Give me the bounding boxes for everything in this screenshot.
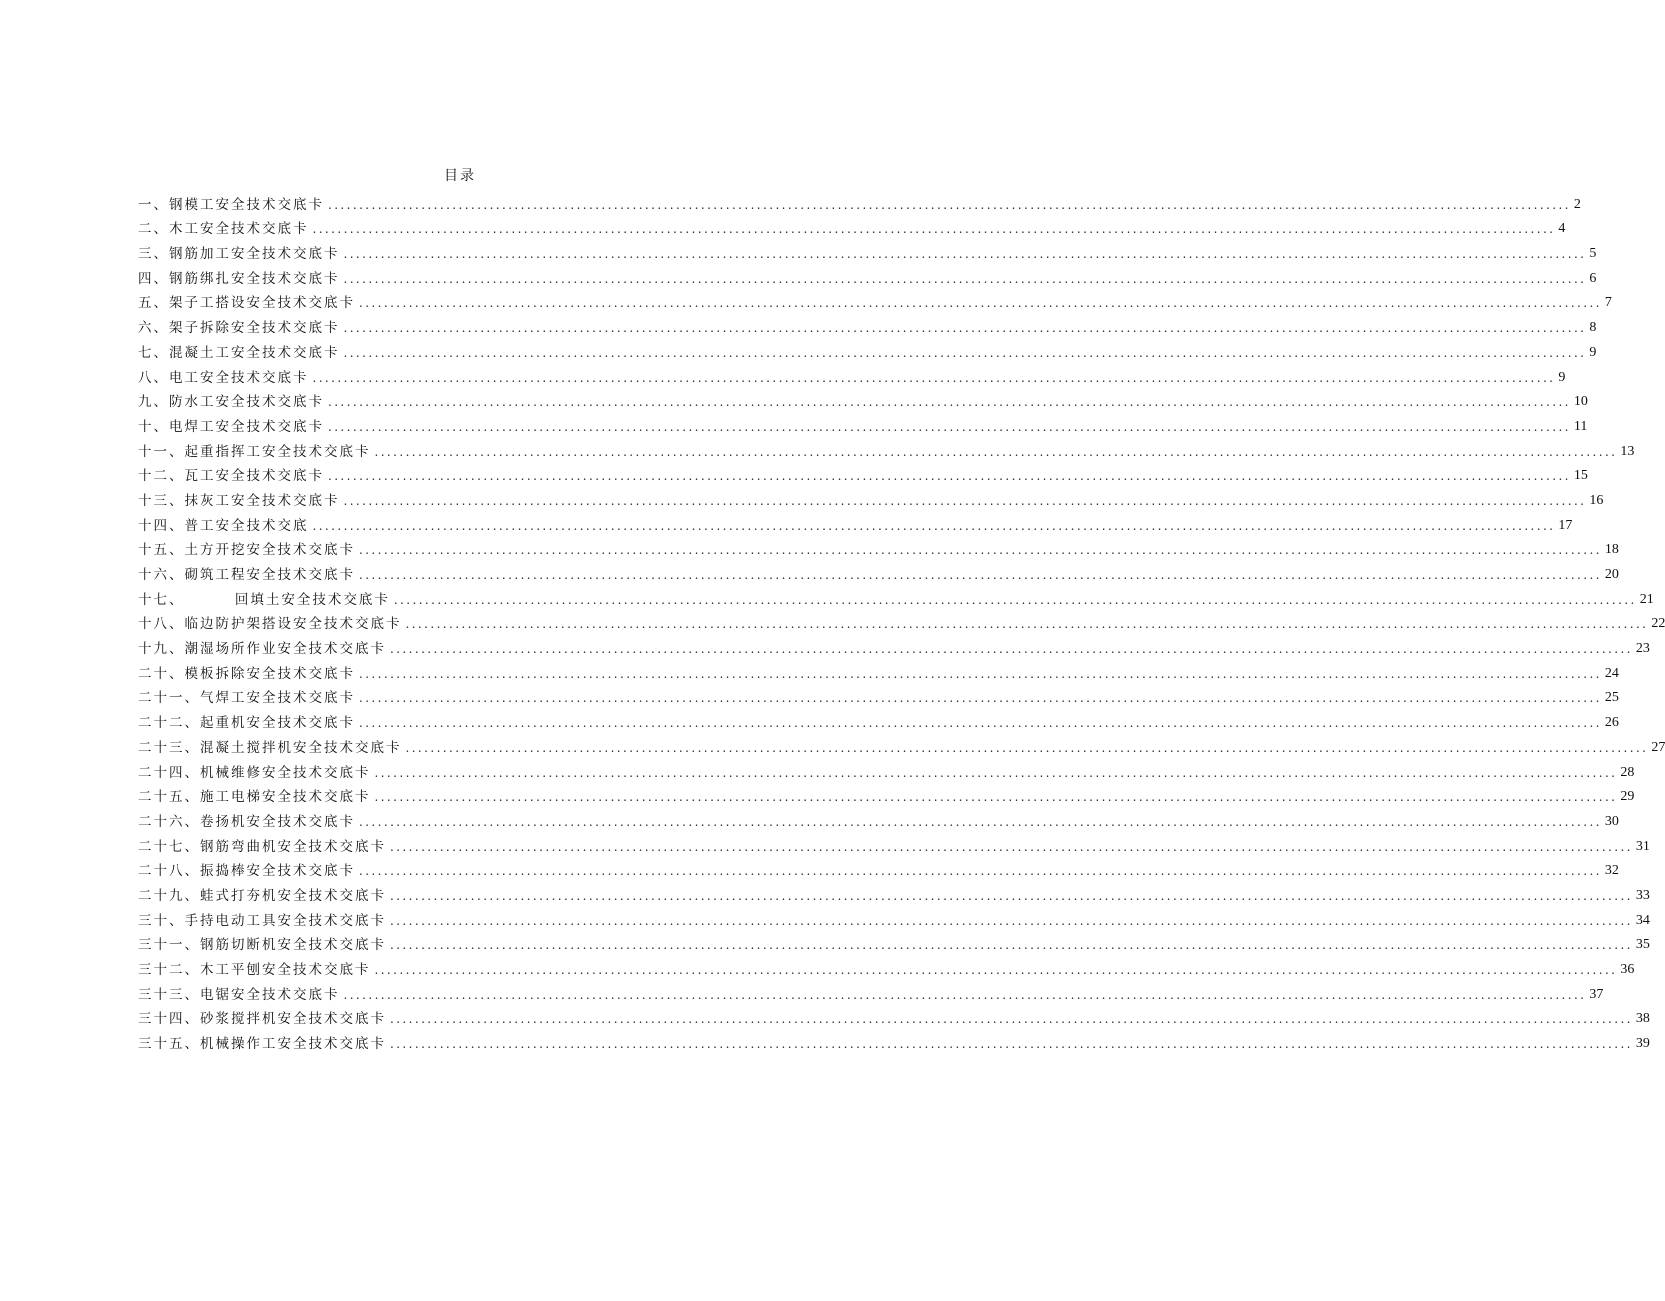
toc-entry-label: 二十一、气焊工安全技术交底卡 xyxy=(138,690,355,707)
toc-entry[interactable] xyxy=(138,436,1635,461)
toc-entry[interactable] xyxy=(138,658,1619,683)
dot-leader: ........................................................................................................................................................................................................ xyxy=(343,493,1587,508)
toc-entry-page-number: 7 xyxy=(1604,295,1612,311)
dot-leader: ........................................................................................................................................................................................................ xyxy=(312,222,1556,237)
dot-leader: ........................................................................................................................................................................................................ xyxy=(374,444,1618,459)
toc-entry[interactable] xyxy=(138,782,1635,807)
dot-leader: ........................................................................................................................................................................................................ xyxy=(390,888,1633,903)
toc-entry-label: 十三、抹灰工安全技术交底卡 xyxy=(138,492,340,509)
toc-entry-label: 五、架子工搭设安全技术交底卡 xyxy=(138,295,355,312)
toc-entry-page-number: 10 xyxy=(1573,394,1588,410)
toc-entry-page-number: 26 xyxy=(1604,715,1619,731)
toc-entry-label: 十四、普工安全技术交底 xyxy=(138,517,309,534)
table-of-contents xyxy=(138,189,1665,1053)
dot-leader: ........................................................................................................................................................................................................ xyxy=(390,839,1633,854)
toc-entry-page-number: 30 xyxy=(1604,813,1619,829)
toc-entry-page-number: 37 xyxy=(1589,986,1604,1002)
toc-entry[interactable] xyxy=(138,510,1573,535)
toc-entry-page-number: 17 xyxy=(1558,517,1573,533)
toc-entry[interactable] xyxy=(138,411,1588,436)
dot-leader: ........................................................................................................................................................................................................ xyxy=(393,592,1637,607)
toc-entry-page-number: 25 xyxy=(1604,690,1619,706)
toc-entry-label: 一、钢模工安全技术交底卡 xyxy=(138,196,324,213)
toc-entry-label: 十七、 回填土安全技术交底卡 xyxy=(138,591,390,608)
toc-entry-page-number: 27 xyxy=(1651,739,1665,755)
toc-entry-label: 三十三、电锯安全技术交底卡 xyxy=(138,986,340,1003)
toc-entry-page-number: 20 xyxy=(1604,567,1619,582)
toc-entry[interactable] xyxy=(138,535,1619,560)
dot-leader: ........................................................................................................................................................................................................ xyxy=(359,691,1602,706)
toc-entry-page-number: 23 xyxy=(1635,641,1650,657)
toc-entry[interactable] xyxy=(138,1004,1650,1029)
toc-entry[interactable] xyxy=(138,831,1650,856)
dot-leader: ........................................................................................................................................................................................................ xyxy=(328,395,1571,410)
dot-leader: ........................................................................................................................................................................................................ xyxy=(312,518,1556,533)
toc-entry-label: 十五、土方开挖安全技术交底卡 xyxy=(138,542,355,559)
dot-leader: ........................................................................................................................................................................................................ xyxy=(359,864,1602,879)
toc-entry-page-number: 24 xyxy=(1604,665,1619,681)
toc-entry-label: 七、混凝土工安全技术交底卡 xyxy=(138,344,340,361)
toc-entry[interactable] xyxy=(138,263,1597,288)
toc-entry-page-number: 9 xyxy=(1589,344,1597,360)
toc-entry-label: 三十一、钢筋切断机安全技术交底卡 xyxy=(138,937,386,954)
toc-entry[interactable] xyxy=(138,288,1612,313)
toc-entry[interactable] xyxy=(138,633,1650,658)
dot-leader: ........................................................................................................................................................................................................ xyxy=(312,370,1556,385)
toc-entry-label: 二十七、钢筋弯曲机安全技术交底卡 xyxy=(138,838,386,855)
dot-leader: ........................................................................................................................................................................................................ xyxy=(359,814,1602,829)
toc-entry[interactable] xyxy=(138,732,1665,757)
dot-leader: ........................................................................................................................................................................................................ xyxy=(343,987,1587,1002)
toc-entry-label: 二十二、起重机安全技术交底卡 xyxy=(138,715,355,732)
toc-entry-label: 二十九、蛙式打夯机安全技术交底卡 xyxy=(138,887,386,904)
toc-entry-label: 九、防水工安全技术交底卡 xyxy=(138,394,324,411)
toc-entry-label: 三十二、木工平刨安全技术交底卡 xyxy=(138,962,371,978)
toc-entry-page-number: 29 xyxy=(1620,789,1635,805)
toc-entry-page-number: 31 xyxy=(1635,838,1650,854)
toc-entry-label: 二十六、卷扬机安全技术交底卡 xyxy=(138,813,355,830)
toc-entry-page-number: 2 xyxy=(1573,196,1581,212)
dot-leader: ........................................................................................................................................................................................................ xyxy=(343,321,1587,336)
toc-entry-label: 二十、模板拆除安全技术交底卡 xyxy=(138,665,355,682)
toc-entry[interactable] xyxy=(138,387,1588,412)
dot-leader: ........................................................................................................................................................................................................ xyxy=(390,938,1633,953)
toc-entry[interactable] xyxy=(138,806,1619,831)
toc-entry-page-number: 39 xyxy=(1635,1036,1650,1052)
toc-entry-label: 八、电工安全技术交底卡 xyxy=(138,369,309,386)
toc-entry[interactable] xyxy=(138,905,1650,930)
toc-entry-label: 六、架子拆除安全技术交底卡 xyxy=(138,320,340,337)
toc-entry[interactable] xyxy=(138,856,1619,881)
toc-entry-label: 十二、瓦工安全技术交底卡 xyxy=(138,468,324,485)
toc-entry-page-number: 18 xyxy=(1604,542,1619,558)
toc-entry[interactable] xyxy=(138,930,1650,955)
dot-leader: ........................................................................................................................................................................................................ xyxy=(328,197,1571,212)
toc-entry[interactable] xyxy=(138,584,1654,609)
toc-entry[interactable] xyxy=(138,312,1597,337)
dot-leader: ........................................................................................................................................................................................................ xyxy=(343,247,1587,262)
dot-leader: ........................................................................................................................................................................................................ xyxy=(405,617,1649,632)
toc-entry-label: 三十四、砂浆搅拌机安全技术交底卡 xyxy=(138,1011,386,1028)
toc-entry-page-number: 33 xyxy=(1635,887,1650,903)
dot-leader: ........................................................................................................................................................................................................ xyxy=(374,790,1618,805)
toc-title: 目录 xyxy=(444,168,476,184)
dot-leader: ........................................................................................................................................................................................................ xyxy=(359,568,1602,582)
toc-entry-page-number: 35 xyxy=(1635,937,1650,953)
toc-entry-page-number: 13 xyxy=(1620,443,1635,459)
toc-entry[interactable] xyxy=(138,559,1619,584)
toc-entry-page-number: 38 xyxy=(1635,1011,1650,1027)
toc-entry-page-number: 6 xyxy=(1589,270,1597,286)
toc-entry-label: 二、木工安全技术交底卡 xyxy=(138,221,309,238)
toc-entry-label: 二十五、施工电梯安全技术交底卡 xyxy=(138,789,371,806)
toc-entry-page-number: 11 xyxy=(1573,418,1588,434)
toc-entry[interactable] xyxy=(138,238,1597,263)
toc-entry[interactable] xyxy=(138,683,1619,708)
toc-entry-page-number: 16 xyxy=(1589,492,1604,508)
toc-entry[interactable] xyxy=(138,337,1597,362)
dot-leader: ........................................................................................................................................................................................................ xyxy=(359,543,1602,558)
toc-entry-page-number: 5 xyxy=(1589,246,1597,262)
toc-entry-page-number: 21 xyxy=(1639,591,1654,607)
dot-leader: ........................................................................................................................................................................................................ xyxy=(374,963,1618,977)
toc-entry-page-number: 9 xyxy=(1558,369,1566,385)
toc-entry-label: 十一、起重指挥工安全技术交底卡 xyxy=(138,443,371,460)
toc-entry[interactable] xyxy=(138,461,1588,486)
toc-entry-label: 三十五、机械操作工安全技术交底卡 xyxy=(138,1036,386,1053)
dot-leader: ........................................................................................................................................................................................................ xyxy=(359,716,1602,731)
toc-entry-page-number: 22 xyxy=(1651,616,1665,632)
toc-entry-page-number: 34 xyxy=(1635,912,1650,928)
toc-entry[interactable] xyxy=(138,362,1566,387)
toc-entry-label: 十八、临边防护架搭设安全技术交底卡 xyxy=(138,616,402,633)
toc-entry-label: 十九、潮湿场所作业安全技术交底卡 xyxy=(138,641,386,658)
toc-entry[interactable] xyxy=(138,214,1566,239)
dot-leader: ........................................................................................................................................................................................................ xyxy=(390,1037,1633,1052)
toc-entry-page-number: 36 xyxy=(1620,962,1635,977)
toc-entry-page-number: 15 xyxy=(1573,468,1588,484)
toc-entry-label: 四、钢筋绑扎安全技术交底卡 xyxy=(138,270,340,287)
toc-entry-label: 三、钢筋加工安全技术交底卡 xyxy=(138,246,340,263)
toc-entry[interactable] xyxy=(138,485,1604,510)
toc-entry[interactable] xyxy=(138,1028,1650,1053)
dot-leader: ........................................................................................................................................................................................................ xyxy=(328,469,1571,484)
dot-leader: ........................................................................................................................................................................................................ xyxy=(405,740,1649,755)
toc-entry-label: 十、电焊工安全技术交底卡 xyxy=(138,418,324,435)
toc-entry-label: 三十、手持电动工具安全技术交底卡 xyxy=(138,912,386,929)
toc-entry-label: 二十八、振捣棒安全技术交底卡 xyxy=(138,863,355,880)
toc-entry[interactable] xyxy=(138,707,1619,732)
toc-entry[interactable] xyxy=(138,954,1635,979)
toc-entry[interactable] xyxy=(138,880,1650,905)
dot-leader: ........................................................................................................................................................................................................ xyxy=(359,296,1602,311)
toc-entry[interactable] xyxy=(138,757,1635,782)
toc-entry-page-number: 32 xyxy=(1604,863,1619,879)
dot-leader: ........................................................................................................................................................................................................ xyxy=(359,666,1602,681)
dot-leader: ........................................................................................................................................................................................................ xyxy=(374,765,1618,780)
toc-entry-label: 二十四、机械维修安全技术交底卡 xyxy=(138,764,371,781)
dot-leader: ........................................................................................................................................................................................................ xyxy=(328,419,1571,434)
dot-leader: ........................................................................................................................................................................................................ xyxy=(390,913,1633,928)
toc-entry[interactable] xyxy=(138,979,1604,1004)
toc-entry-page-number: 8 xyxy=(1589,320,1597,336)
dot-leader: ........................................................................................................................................................................................................ xyxy=(343,271,1587,286)
toc-entry[interactable] xyxy=(138,189,1581,214)
toc-entry-page-number: 28 xyxy=(1620,764,1635,780)
toc-entry-label: 十六、砌筑工程安全技术交底卡 xyxy=(138,567,355,583)
toc-entry-label: 二十三、混凝土搅拌机安全技术交底卡 xyxy=(138,739,402,756)
toc-entry[interactable] xyxy=(138,609,1665,634)
dot-leader: ........................................................................................................................................................................................................ xyxy=(343,345,1587,360)
dot-leader: ........................................................................................................................................................................................................ xyxy=(390,1012,1633,1027)
toc-entry-page-number: 4 xyxy=(1558,221,1566,237)
dot-leader: ........................................................................................................................................................................................................ xyxy=(390,642,1633,657)
